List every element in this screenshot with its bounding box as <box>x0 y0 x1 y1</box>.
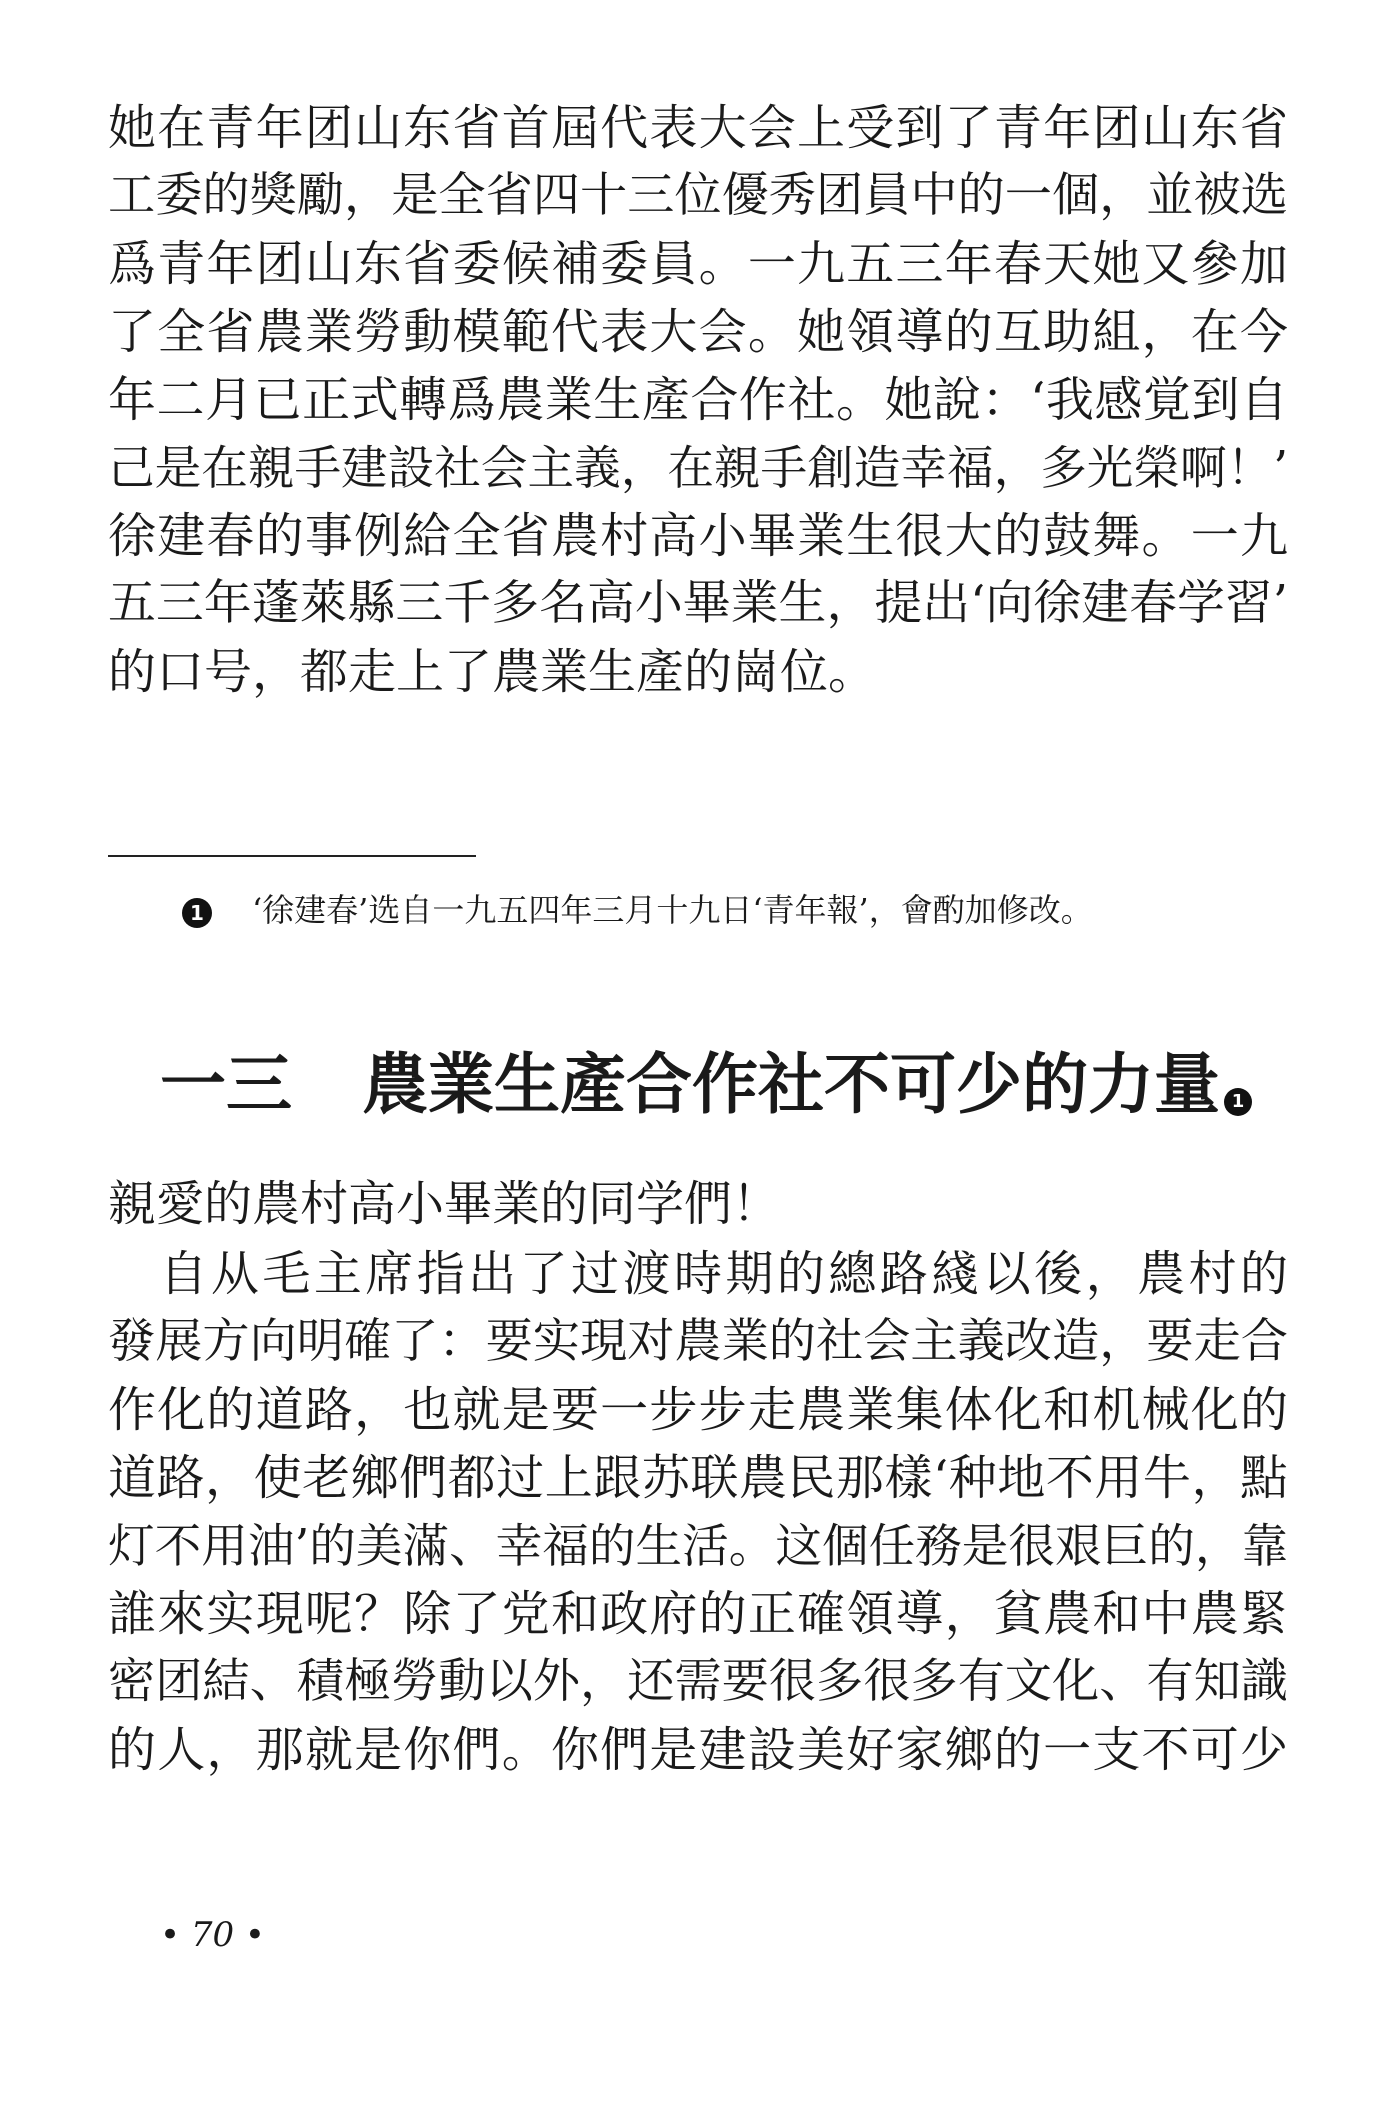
footnote-text: ‘徐建春’选自一九五四年三月十九日‘青年報’，會酌加修改。 <box>252 891 1093 929</box>
text-line: 五三年蓬萊縣三千多名高小畢業生，提出‘向徐建春学習’ <box>108 576 1288 631</box>
text-line: 誰來实現呢？除了党和政府的正確領導，貧農和中農緊 <box>108 1586 1288 1642</box>
page-number: • 70 • <box>160 1915 265 1955</box>
text-line: 徐建春的事例給全省農村高小畢業生很大的鼓舞。一九 <box>108 508 1288 564</box>
footnote-marker-icon: 1 <box>182 898 212 928</box>
text-line: 道路，使老鄉們都过上跟苏联農民那樣‘种地不用牛，點 <box>108 1450 1288 1506</box>
text-line: 自从毛主席指出了过渡時期的總路綫以後，農村的 <box>108 1246 1288 1302</box>
text-line: 她在青年团山东省首屆代表大会上受到了青年团山东省 <box>108 100 1288 156</box>
section-number: 一三 <box>160 1046 292 1123</box>
text-line: 的人，那就是你們。你們是建設美好家鄉的一支不可少 <box>108 1722 1288 1778</box>
text-line: 爲青年团山东省委候補委員。一九五三年春天她又參加 <box>108 236 1288 292</box>
footnote-ref-icon: 1 <box>1224 1088 1252 1116</box>
salutation: 親愛的農村高小畢業的同学們！ <box>108 1176 781 1232</box>
text-line: 了全省農業勞動模範代表大会。她領導的互助組，在今 <box>108 304 1288 360</box>
footnote-divider <box>108 855 476 857</box>
text-line: 的口号，都走上了農業生產的崗位。 <box>108 644 877 700</box>
text-line: 年二月已正式轉爲農業生產合作社。她說：‘我感覚到自 <box>108 372 1288 428</box>
section-title: 農業生產合作社不可少的力量 <box>362 1046 1220 1123</box>
text-line: 己是在親手建設社会主義，在親手創造幸福，多光榮啊！’ <box>108 441 1289 495</box>
text-line: 發展方向明確了：要实現对農業的社会主義改造，要走合 <box>108 1314 1288 1369</box>
section-heading <box>160 1040 1252 1130</box>
text-line: 密团結、積極勞動以外，还需要很多很多有文化、有知識 <box>108 1654 1288 1709</box>
footnote <box>182 888 1093 932</box>
text-line: 灯不用油’的美滿、幸福的生活。这個任務是很艰巨的，靠 <box>108 1519 1289 1573</box>
text-line: 工委的獎勵，是全省四十三位優秀团員中的一個，並被选 <box>108 168 1288 223</box>
text-line: 作化的道路，也就是要一步步走農業集体化和机械化的 <box>108 1382 1288 1438</box>
